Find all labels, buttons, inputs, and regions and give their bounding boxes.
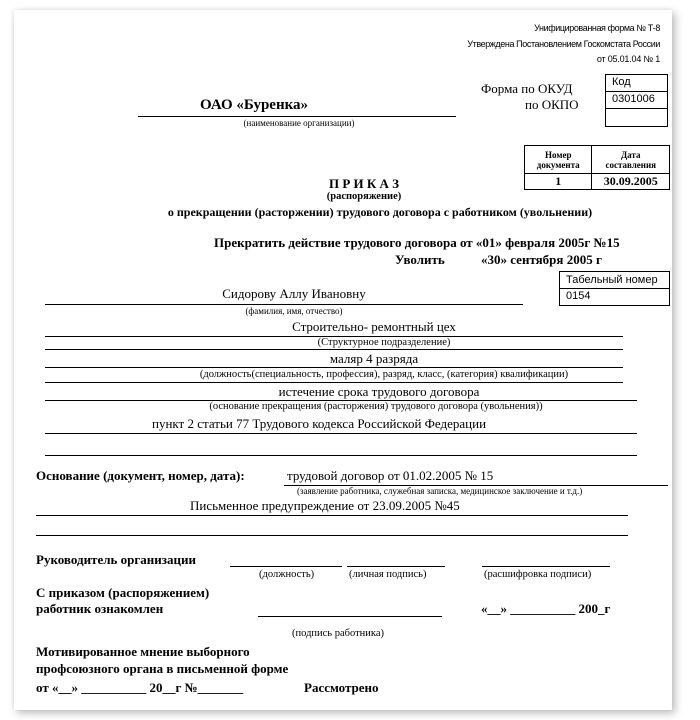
department-value: Строительно- ремонтный цех	[292, 319, 456, 334]
basis-value: трудовой договор от 01.02.2005 № 15	[287, 468, 494, 483]
signature-caption-label: (личная подпись)	[349, 569, 427, 580]
basis-caption: (заявление работника, служебная записка, медицинское заключение и т.д.)	[297, 486, 583, 496]
article-underline	[45, 433, 637, 434]
union-reviewed-label: Рассмотрено	[304, 680, 379, 695]
basis-underline-2	[36, 515, 628, 516]
position-caption-label: (должность)	[259, 569, 315, 580]
tab-number-value: 0154	[566, 290, 591, 302]
employee-name-underline	[45, 304, 523, 305]
head-of-organization-label: Руководитель организации	[36, 552, 196, 567]
employee-signature-line	[258, 616, 442, 617]
organization-caption: (наименование организации)	[243, 118, 355, 128]
order-title: П Р И К А З	[328, 176, 400, 191]
employee-name: Сидорову Аллу Ивановну	[222, 286, 366, 301]
dismiss-label: Уволить	[395, 252, 445, 267]
head-position-line	[230, 566, 342, 567]
okpo-label: по ОКПО	[525, 97, 579, 112]
termination-reason: истечение срока трудового договора	[278, 384, 480, 399]
position-underline	[45, 367, 623, 368]
document-number-date-table	[524, 145, 670, 190]
union-opinion-line1: Мотивированное мнение выборного	[36, 644, 250, 659]
doc-number-value: 1	[525, 174, 592, 190]
unified-form-label: Унифицированная форма № Т-8	[534, 23, 660, 33]
employee-signature-caption: (подпись работника)	[292, 628, 385, 639]
order-document	[14, 10, 672, 710]
doc-date-value: 30.09.2005	[592, 174, 670, 190]
law-article: пункт 2 статьи 77 Трудового кодекса Российской Федерации	[152, 416, 487, 431]
acquainted-label-line2: работник ознакомлен	[36, 601, 164, 616]
basis-value-2: Письменное предупреждение от 23.09.2005 №45	[190, 498, 460, 513]
organization-name: ОАО «Буренка»	[199, 97, 309, 113]
code-box	[605, 74, 668, 127]
union-opinion-date: от «__» __________ 20__г №_______	[36, 680, 244, 695]
order-subject: о прекращении (расторжении) трудового договора с работником (увольнении)	[167, 205, 593, 219]
okud-label: Форма по ОКУД	[481, 81, 573, 96]
basis-label: Основание (документ, номер, дата):	[36, 468, 245, 483]
head-decoding-line	[482, 566, 610, 567]
blank-line	[45, 455, 637, 456]
doc-date-header: Дата составления	[592, 146, 670, 174]
reason-line-top	[45, 382, 623, 383]
tab-number-box	[559, 271, 670, 306]
code-header: Код	[612, 76, 631, 88]
okud-value: 0301006	[612, 93, 655, 105]
union-opinion-line2: профсоюзного органа в письменной форме	[36, 661, 289, 676]
position-value: маляр 4 разряда	[329, 351, 419, 366]
approved-by-label: Утверждена Постановлением Госкомстата России	[467, 39, 660, 49]
tab-number-label: Табельный номер	[566, 274, 658, 286]
position-line-top	[45, 349, 623, 350]
acquainted-date: «__» __________ 200_г	[481, 601, 611, 616]
employee-name-caption: (фамилия, имя, отчество)	[245, 306, 343, 316]
acquainted-label-line1: С приказом (распоряжением)	[36, 585, 210, 600]
organization-underline	[138, 116, 456, 117]
basis-blank-line	[36, 535, 628, 536]
terminate-contract-line: Прекратить действие трудового договора от «01» февраля 2005г №15	[214, 235, 620, 250]
head-signature-line	[347, 566, 445, 567]
approved-date-label: от 05.01.04 № 1	[596, 54, 660, 64]
department-caption: (Структурное подразделение)	[317, 337, 451, 348]
order-subtitle: (распоряжение)	[326, 191, 402, 202]
reason-caption: (основание прекращения (расторжения) трудового договора (увольнения))	[209, 401, 543, 412]
dismiss-date: «30» сентября 2005 г	[481, 252, 602, 267]
position-caption: (должность(специальность, профессия), разряд, класс, (категория) квалификации)	[199, 369, 569, 380]
doc-number-header: Номер документа	[525, 146, 592, 174]
decoding-caption-label: (расшифровка подписи)	[484, 569, 592, 580]
